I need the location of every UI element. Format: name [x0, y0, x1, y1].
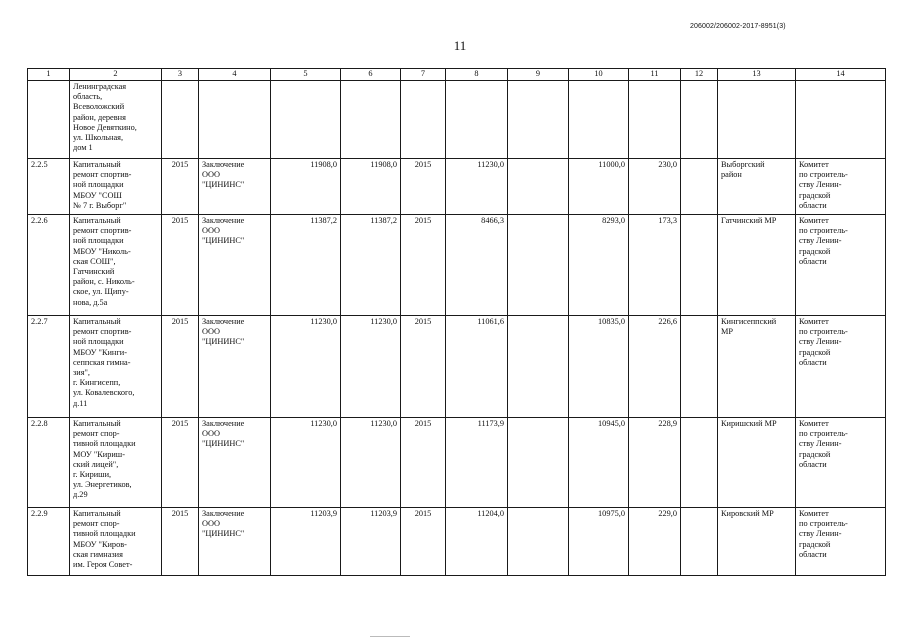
year-cell	[401, 81, 446, 159]
object-name: Капитальный ремонт спортив- ной площадки МБОУ "Николь- ская СОШ", Гатчинский район, с. Николь- ское, ул. Щипу- нова, д.5а	[70, 215, 162, 316]
conclusion-cell: Заключение ООО "ЦИНИНС"	[199, 316, 271, 418]
header-row	[28, 69, 886, 81]
conclusion-cell	[199, 81, 271, 159]
value-cell: 10835,0	[569, 316, 629, 418]
column-header: 14	[796, 69, 886, 81]
scan-artifact	[370, 636, 410, 637]
year-cell: 2015	[401, 159, 446, 215]
year-cell: 2015	[401, 508, 446, 576]
column-header: 4	[199, 69, 271, 81]
value-cell	[681, 81, 718, 159]
value-cell: 229,0	[629, 508, 681, 576]
value-cell: 226,6	[629, 316, 681, 418]
document-id: 206002/206002-2017-8951(3)	[690, 23, 786, 30]
value-cell: 11387,2	[341, 215, 401, 316]
value-cell	[681, 508, 718, 576]
column-header: 5	[271, 69, 341, 81]
value-cell	[508, 316, 569, 418]
row-number: 2.2.9	[28, 508, 70, 576]
table-row	[28, 81, 886, 159]
column-header: 8	[446, 69, 508, 81]
year-cell: 2015	[162, 316, 199, 418]
value-cell	[629, 81, 681, 159]
value-cell: 11204,0	[446, 508, 508, 576]
region-cell: Кировский МР	[718, 508, 796, 576]
value-cell	[508, 215, 569, 316]
table-row	[28, 215, 886, 316]
row-number: 2.2.5	[28, 159, 70, 215]
value-cell: 11061,6	[446, 316, 508, 418]
value-cell: 10945,0	[569, 418, 629, 508]
page-number: 11	[453, 38, 467, 53]
year-cell: 2015	[162, 418, 199, 508]
column-header: 9	[508, 69, 569, 81]
table-row	[28, 508, 886, 576]
value-cell: 11908,0	[341, 159, 401, 215]
value-cell	[271, 81, 341, 159]
value-cell	[446, 81, 508, 159]
data-table	[27, 68, 886, 576]
value-cell: 11230,0	[446, 159, 508, 215]
year-cell	[162, 81, 199, 159]
region-cell: Кингисеппский МР	[718, 316, 796, 418]
table-row	[28, 159, 886, 215]
object-name: Капитальный ремонт спор- тивной площадки МОУ "Кириш- ский лицей", г. Кириши, ул. Энергетиков, д.29	[70, 418, 162, 508]
year-cell: 2015	[162, 508, 199, 576]
object-name: Ленинградская область, Всеволожский район, деревня Новое Девяткино, ул. Школьная, дом 1	[70, 81, 162, 159]
value-cell: 10975,0	[569, 508, 629, 576]
region-cell: Гатчинский МР	[718, 215, 796, 316]
value-cell: 11203,9	[341, 508, 401, 576]
region-cell: Киришский МР	[718, 418, 796, 508]
value-cell	[681, 215, 718, 316]
row-number: 2.2.8	[28, 418, 70, 508]
value-cell	[508, 418, 569, 508]
value-cell: 11230,0	[271, 316, 341, 418]
year-cell: 2015	[401, 316, 446, 418]
value-cell: 11203,9	[271, 508, 341, 576]
conclusion-cell: Заключение ООО "ЦИНИНС"	[199, 418, 271, 508]
responsible-cell: Комитет по строитель- ству Ленин- градской области	[796, 508, 886, 576]
column-header: 1	[28, 69, 70, 81]
object-name: Капитальный ремонт спортив- ной площадки МБОУ "СОШ № 7 г. Выборг"	[70, 159, 162, 215]
column-header: 7	[401, 69, 446, 81]
value-cell: 173,3	[629, 215, 681, 316]
year-cell: 2015	[162, 215, 199, 316]
value-cell	[681, 159, 718, 215]
value-cell: 11230,0	[341, 418, 401, 508]
row-number: 2.2.7	[28, 316, 70, 418]
conclusion-cell: Заключение ООО "ЦИНИНС"	[199, 508, 271, 576]
column-header: 6	[341, 69, 401, 81]
value-cell	[508, 81, 569, 159]
row-number: 2.2.6	[28, 215, 70, 316]
column-header: 2	[70, 69, 162, 81]
column-header: 10	[569, 69, 629, 81]
value-cell: 11173,9	[446, 418, 508, 508]
table-row	[28, 316, 886, 418]
value-cell	[569, 81, 629, 159]
value-cell	[681, 418, 718, 508]
value-cell	[681, 316, 718, 418]
year-cell: 2015	[162, 159, 199, 215]
value-cell	[341, 81, 401, 159]
value-cell	[508, 508, 569, 576]
responsible-cell: Комитет по строитель- ству Ленин- градской области	[796, 215, 886, 316]
object-name: Капитальный ремонт спортив- ной площадки МБОУ "Кинги- сеппская гимна- зия", г. Кингисепп, ул. Ковалевского, д.11	[70, 316, 162, 418]
value-cell: 11000,0	[569, 159, 629, 215]
value-cell: 230,0	[629, 159, 681, 215]
object-name: Капитальный ремонт спор- тивной площадки МБОУ "Киров- ская гимназия им. Героя Совет-	[70, 508, 162, 576]
conclusion-cell: Заключение ООО "ЦИНИНС"	[199, 159, 271, 215]
responsible-cell	[796, 81, 886, 159]
column-header: 3	[162, 69, 199, 81]
value-cell: 11908,0	[271, 159, 341, 215]
value-cell: 228,9	[629, 418, 681, 508]
value-cell: 8466,3	[446, 215, 508, 316]
region-cell: Выборгский район	[718, 159, 796, 215]
row-number	[28, 81, 70, 159]
year-cell: 2015	[401, 215, 446, 316]
value-cell	[508, 159, 569, 215]
table-row	[28, 418, 886, 508]
responsible-cell: Комитет по строитель- ству Ленин- градской области	[796, 418, 886, 508]
value-cell: 11387,2	[271, 215, 341, 316]
column-header: 12	[681, 69, 718, 81]
region-cell	[718, 81, 796, 159]
value-cell: 11230,0	[271, 418, 341, 508]
responsible-cell: Комитет по строитель- ству Ленин- градской области	[796, 316, 886, 418]
value-cell: 8293,0	[569, 215, 629, 316]
conclusion-cell: Заключение ООО "ЦИНИНС"	[199, 215, 271, 316]
value-cell: 11230,0	[341, 316, 401, 418]
column-header: 11	[629, 69, 681, 81]
column-header: 13	[718, 69, 796, 81]
year-cell: 2015	[401, 418, 446, 508]
responsible-cell: Комитет по строитель- ству Ленин- градской области	[796, 159, 886, 215]
